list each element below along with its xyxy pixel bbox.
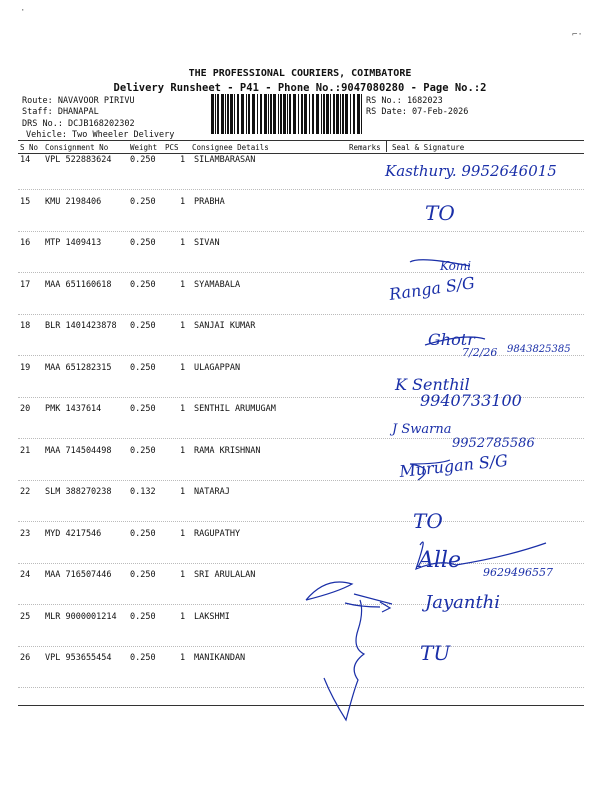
row-pcs: 1 — [180, 570, 186, 580]
row-divider — [18, 397, 584, 398]
row-pcs: 1 — [180, 238, 186, 248]
barcode-bar — [289, 94, 291, 134]
row-pcs: 1 — [180, 528, 186, 539]
runsheet-subtitle: Delivery Runsheet - P41 - Phone No.:9047080280 - Page No.:2 — [113, 82, 487, 94]
row-consignment-no: KMU 2198406 — [45, 196, 102, 207]
barcode-bar — [321, 94, 322, 134]
row-sno: 25 — [20, 611, 31, 622]
barcode-bar — [340, 94, 341, 134]
barcode-bar — [268, 94, 269, 134]
barcode-bar — [257, 94, 258, 134]
barcode-bar — [345, 94, 348, 134]
row-weight: 0.250 — [130, 279, 156, 290]
col-pcs: PCS — [165, 143, 179, 152]
row-consignee: MANIKANDAN — [194, 653, 246, 663]
row-divider — [18, 189, 584, 190]
row-divider — [18, 272, 584, 273]
table-row — [0, 487, 600, 525]
barcode-bar — [298, 94, 299, 134]
table-row — [0, 238, 600, 276]
signature-row-24: Jayanthi — [425, 592, 501, 613]
row-consignment-no: VPL 953655454 — [45, 653, 112, 663]
vehicle-info: Vehicle: Two Wheeler Delivery — [26, 130, 175, 140]
drs-info: DRS No.: DCJB168202302 — [22, 119, 135, 129]
barcode-bar — [234, 94, 235, 134]
barcode-bar — [237, 94, 239, 134]
signature-row-18b: 7/2/26 — [462, 346, 498, 359]
row-weight: 0.250 — [130, 528, 156, 539]
col-divider — [386, 140, 387, 152]
row-divider — [18, 231, 584, 232]
signature-row-15: TO — [425, 201, 455, 225]
signature-row-25: TU — [420, 641, 451, 665]
staff-info: Staff: DHANAPAL — [22, 107, 99, 117]
row-consignee: PRABHA — [194, 196, 225, 207]
row-consignment-no: MAA 651160618 — [45, 279, 112, 290]
route-info: Route: NAVAVOOR PIRIVU — [22, 96, 135, 106]
barcode — [209, 94, 365, 134]
row-weight: 0.132 — [130, 487, 156, 497]
row-pcs: 1 — [180, 404, 186, 414]
col-sno: S No — [20, 143, 39, 152]
table-row — [0, 321, 600, 359]
row-sno: 23 — [20, 528, 31, 539]
barcode-bar — [283, 94, 286, 134]
row-consignment-no: MAA 714504498 — [45, 445, 112, 456]
row-pcs: 1 — [180, 445, 186, 456]
barcode-bar — [330, 94, 331, 134]
table-row — [0, 529, 600, 567]
row-sno: 17 — [20, 279, 31, 290]
col-weight: Weight — [130, 143, 158, 152]
row-weight: 0.250 — [130, 611, 156, 622]
row-consignment-no: MAA 716507446 — [45, 570, 112, 580]
col-remarks: Remarks — [349, 143, 381, 152]
row-consignee: NATARAJ — [194, 487, 230, 497]
row-pcs: 1 — [180, 279, 186, 290]
barcode-bar — [293, 94, 296, 134]
barcode-bar — [287, 94, 288, 134]
barcode-bar — [316, 94, 319, 134]
row-weight: 0.250 — [130, 196, 156, 207]
row-consignment-no: BLR 1401423878 — [45, 321, 117, 331]
row-consignment-no: MTP 1409413 — [45, 238, 102, 248]
row-consignee: SILAMBARASAN — [194, 155, 256, 165]
barcode-bar — [326, 94, 329, 134]
row-sno: 22 — [20, 487, 31, 497]
signature-row-18a: Ghotr — [428, 330, 475, 349]
table-row — [0, 404, 600, 442]
row-consignment-no: MAA 651282315 — [45, 362, 112, 373]
row-weight: 0.250 — [130, 155, 156, 165]
row-consignee: SENTHIL ARUMUGAM — [194, 404, 276, 414]
row-sno: 16 — [20, 238, 31, 248]
barcode-bar — [227, 94, 229, 134]
row-pcs: 1 — [180, 653, 186, 663]
row-pcs: 1 — [180, 611, 186, 622]
barcode-bar — [350, 94, 351, 134]
col-consignee: Consignee Details — [192, 143, 269, 152]
corner-mark-left: · — [20, 6, 26, 16]
barcode-bar — [304, 94, 307, 134]
table-bottom-rule — [18, 705, 584, 706]
row-consignee: RAGUPATHY — [194, 528, 241, 539]
barcode-bar — [333, 94, 335, 134]
signature-row-21: Murugan S/G — [398, 450, 509, 481]
row-consignment-no: PMK 1437614 — [45, 404, 102, 414]
row-consignee: SIVAN — [194, 238, 220, 248]
row-divider — [18, 687, 584, 688]
barcode-bar — [270, 94, 272, 134]
signature-row-19b: 9940733100 — [420, 391, 522, 410]
barcode-bar — [361, 94, 362, 134]
barcode-bar — [248, 94, 250, 134]
row-pcs: 1 — [180, 321, 186, 331]
row-weight: 0.250 — [130, 321, 156, 331]
barcode-bar — [217, 94, 219, 134]
row-sno: 21 — [20, 445, 31, 456]
row-weight: 0.250 — [130, 570, 156, 580]
signature-row-23a: Alle — [418, 548, 461, 573]
barcode-bar — [252, 94, 255, 134]
header-bottom-rule — [18, 153, 584, 154]
row-consignee: SRI ARULALAN — [194, 570, 256, 580]
table-row — [0, 570, 600, 608]
barcode-bar — [342, 94, 344, 134]
signature-row-18c: 9843825385 — [507, 344, 571, 355]
signature-row-19a: K Senthil — [395, 375, 470, 394]
row-divider — [18, 314, 584, 315]
row-sno: 18 — [20, 321, 31, 331]
col-consignment: Consignment No — [45, 143, 109, 152]
row-weight: 0.250 — [130, 445, 156, 456]
barcode-bar — [353, 94, 355, 134]
barcode-bar — [278, 94, 279, 134]
row-divider — [18, 480, 584, 481]
row-weight: 0.250 — [130, 653, 156, 663]
row-consignment-no: MYD 4217546 — [45, 528, 102, 539]
col-seal-signature: Seal & Signature — [392, 143, 465, 152]
row-consignee: SYAMABALA — [194, 279, 241, 290]
row-divider — [18, 355, 584, 356]
signature-row-16: Komi — [440, 259, 472, 273]
row-sno: 20 — [20, 404, 31, 414]
row-pcs: 1 — [180, 155, 186, 165]
row-pcs: 1 — [180, 362, 186, 373]
row-weight: 0.250 — [130, 362, 156, 373]
row-consignee: LAKSHMI — [194, 611, 230, 622]
row-divider — [18, 521, 584, 522]
row-consignment-no: SLM 388270238 — [45, 487, 112, 497]
signature-row-23b: 9629496557 — [483, 566, 553, 579]
row-divider — [18, 604, 584, 605]
barcode-bar — [215, 94, 216, 134]
barcode-bar — [312, 94, 314, 134]
row-sno: 26 — [20, 653, 31, 663]
header-top-rule — [18, 140, 584, 141]
table-row — [0, 280, 600, 318]
row-sno: 15 — [20, 196, 31, 207]
company-title: THE PROFESSIONAL COURIERS, COIMBATORE — [188, 68, 412, 79]
rs-date: RS Date: 07-Feb-2026 — [366, 107, 469, 117]
signature-row-20b: 9952785586 — [452, 436, 535, 451]
barcode-bar — [241, 94, 244, 134]
rs-number: RS No.: 1682023 — [366, 96, 443, 106]
barcode-bar — [280, 94, 282, 134]
row-consignee: RAMA KRISHNAN — [194, 445, 261, 456]
signature-row-17: Ranga S/G — [387, 273, 476, 304]
barcode-bar — [336, 94, 339, 134]
row-pcs: 1 — [180, 487, 186, 497]
row-weight: 0.250 — [130, 238, 156, 248]
barcode-bar — [301, 94, 303, 134]
row-divider — [18, 563, 584, 564]
table-row — [0, 363, 600, 401]
row-divider — [18, 646, 584, 647]
barcode-bar — [323, 94, 325, 134]
row-divider — [18, 438, 584, 439]
barcode-bar — [221, 94, 224, 134]
table-row — [0, 612, 600, 650]
barcode-bar — [357, 94, 360, 134]
row-sno: 14 — [20, 155, 31, 165]
signature-row-14: Kasthury. 9952646015 — [385, 162, 557, 180]
barcode-bar — [309, 94, 310, 134]
row-consignment-no: VPL 522883624 — [45, 155, 112, 165]
row-sno: 19 — [20, 362, 31, 373]
row-weight: 0.250 — [130, 404, 156, 414]
barcode-bar — [264, 94, 267, 134]
table-row — [0, 446, 600, 484]
barcode-bar — [230, 94, 233, 134]
barcode-bar — [246, 94, 247, 134]
row-pcs: 1 — [180, 196, 186, 207]
signature-row-20a: J Swarna — [392, 422, 452, 437]
row-sno: 24 — [20, 570, 31, 580]
barcode-bar — [211, 94, 214, 134]
row-consignment-no: MLR 9000001214 — [45, 611, 117, 622]
signature-row-22: TO — [413, 509, 443, 533]
table-row — [0, 653, 600, 691]
row-consignee: ULAGAPPAN — [194, 362, 241, 373]
barcode-bar — [273, 94, 276, 134]
barcode-bar — [225, 94, 226, 134]
table-row — [0, 197, 600, 235]
corner-mark-right: ⌐· — [572, 30, 583, 40]
barcode-bar — [260, 94, 262, 134]
row-consignee: SANJAI KUMAR — [194, 321, 256, 331]
table-row — [0, 155, 600, 193]
